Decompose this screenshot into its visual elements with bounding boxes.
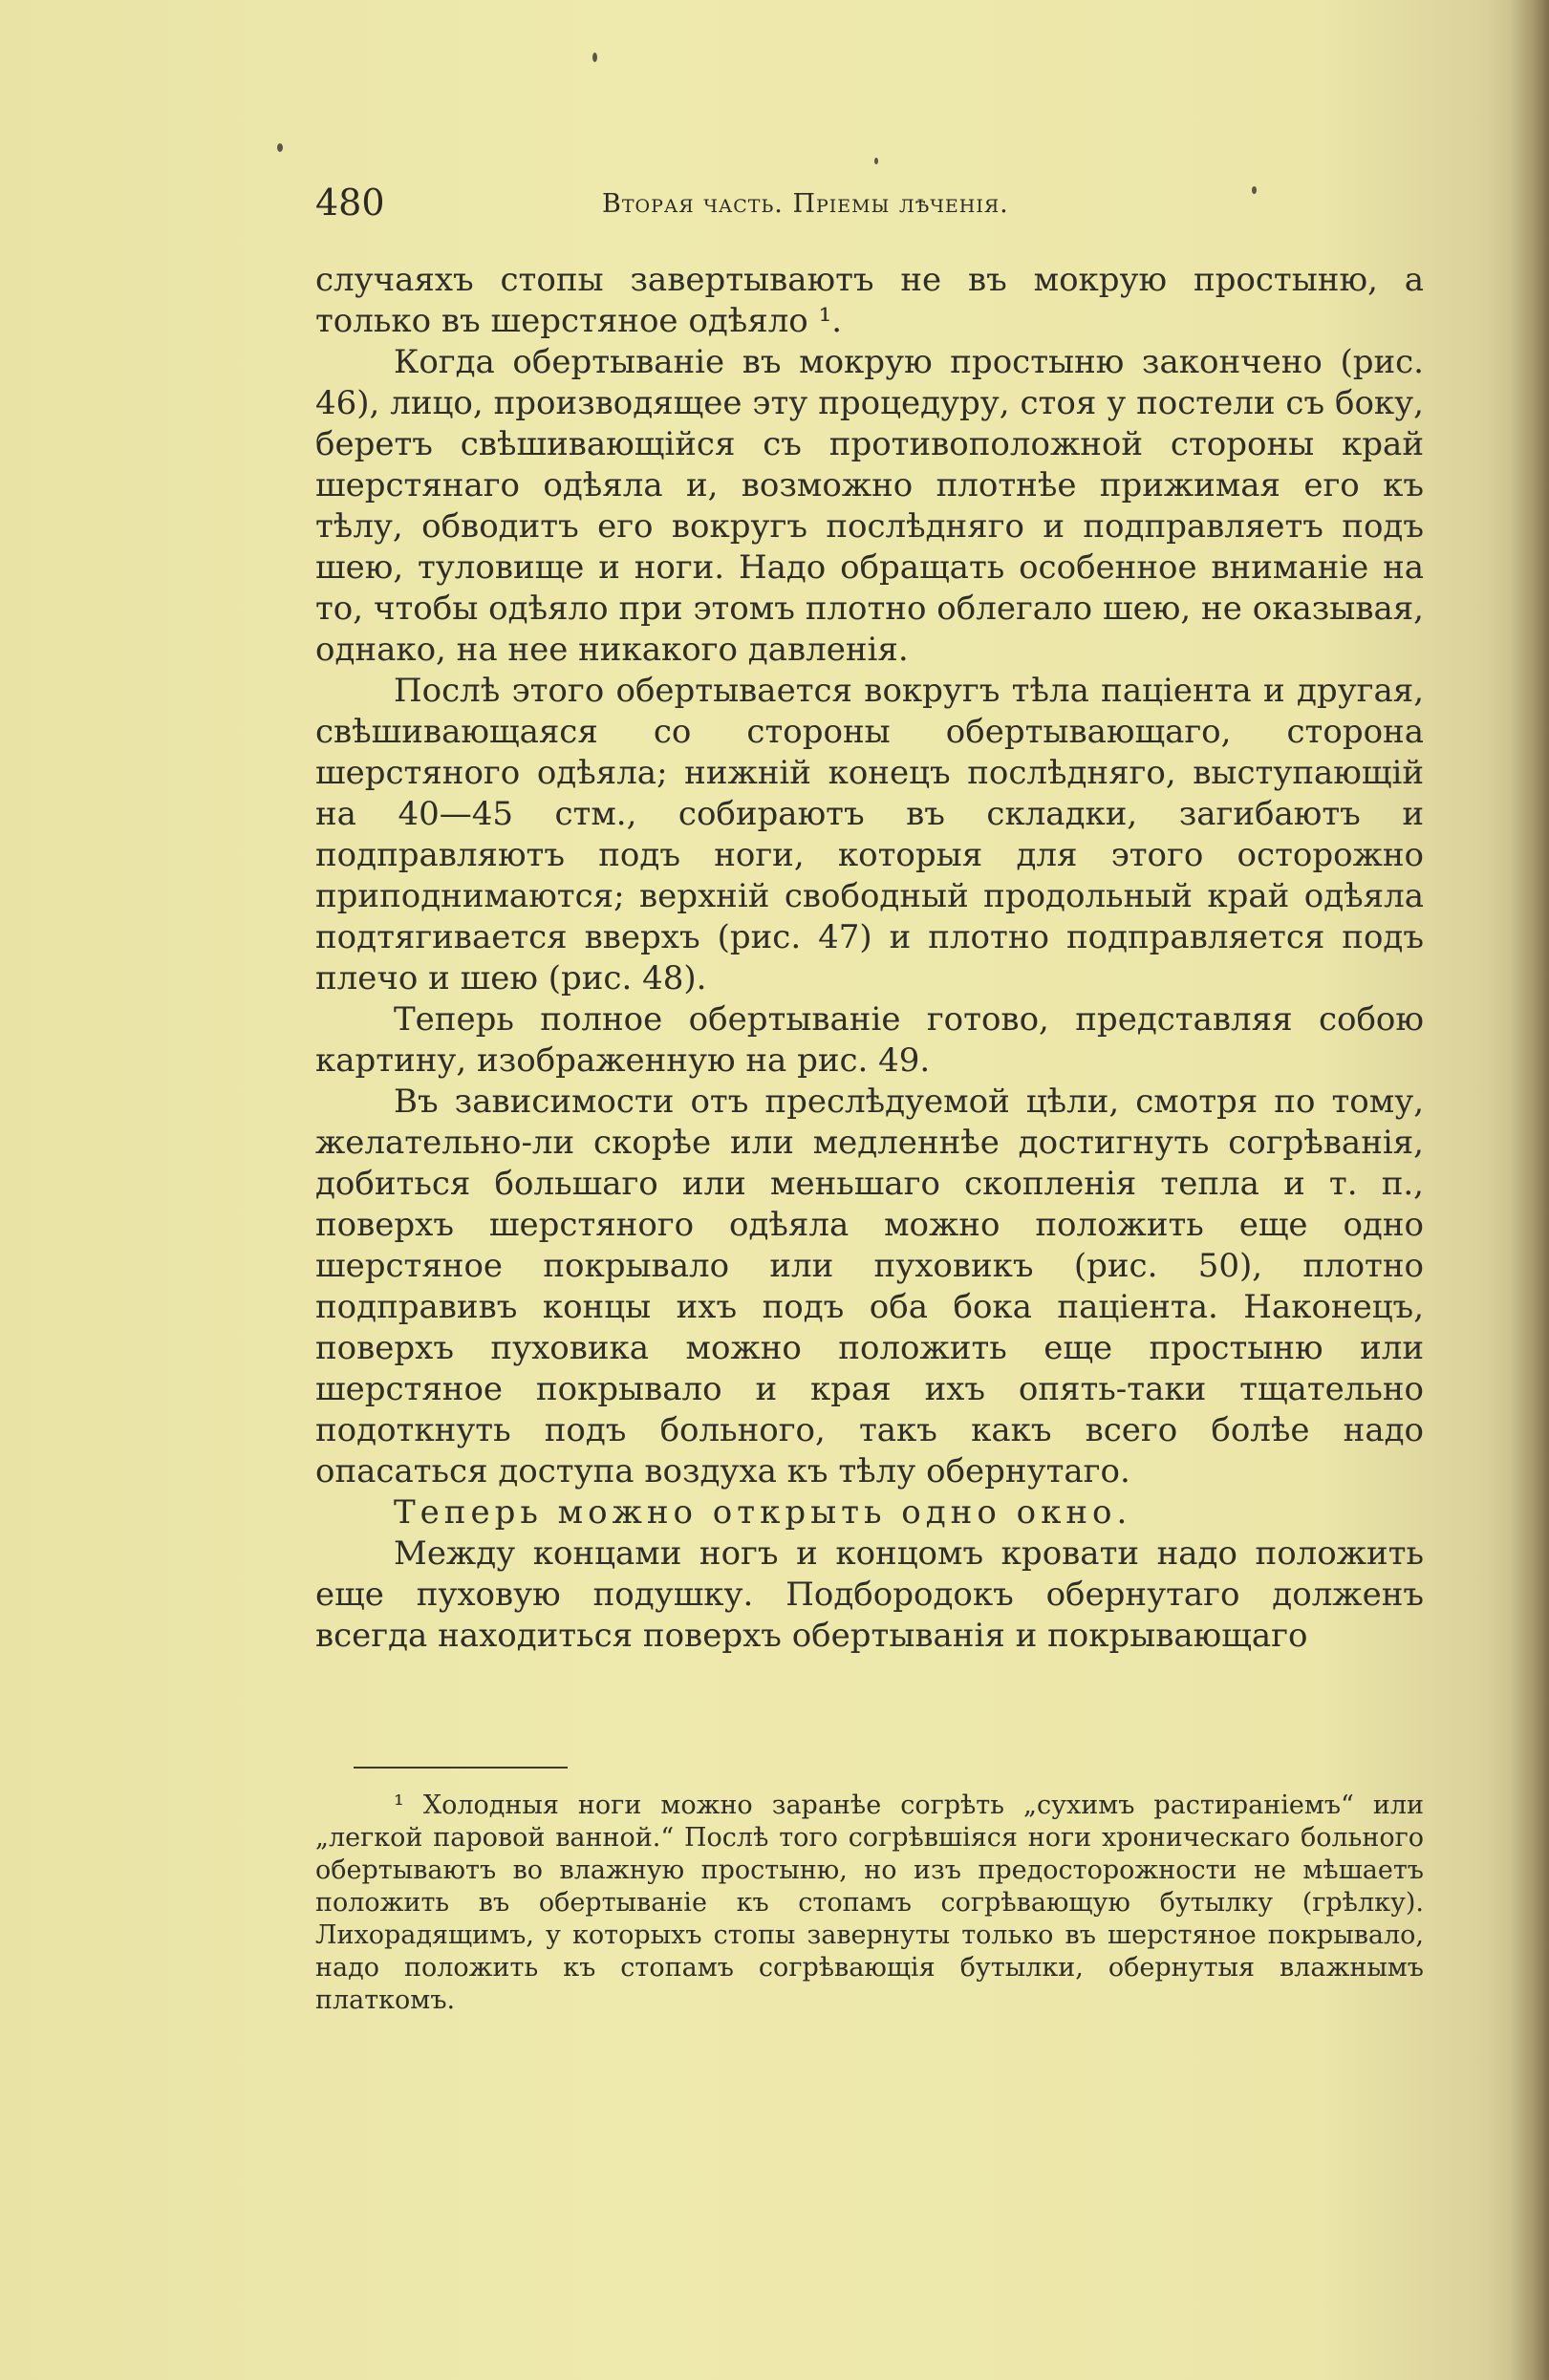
running-head: Вторая часть. Пріемы лѣченія. [602, 189, 1009, 219]
footnote: ¹ Холодныя ноги можно заранѣе согрѣть „сухимъ растираніемъ“ или „легкой паровой ванной.“ Послѣ того согрѣвшіяся ноги хроническаго больного обертываютъ во влажную простыню, но изъ предосторожности не мѣшаетъ положить въ обертываніе къ стопамъ согрѣвающую бутылку (грѣлку). Лихорадящимъ, у которыхъ стопы завернуты только въ шерстяное покрывало, надо положить къ стопамъ согрѣвающія бутылки, обернутыя влажнымъ платкомъ. [315, 1790, 1424, 2015]
page-header [315, 182, 1433, 239]
paragraph: Послѣ этого обертывается вокругъ тѣла паціента и другая, свѣшивающаяся со стороны обертывающаго, сторона шерстяного одѣяла; нижній конецъ послѣдняго, выступающій на 40—45 стм., собираютъ въ складки, загибаютъ и подправляютъ подъ ноги, которыя для этого осторожно приподнимаются; верхній свободный продольный край одѣяла подтягивается вверхъ (рис. 47) и плотно подправляется подъ плечо и шею (рис. 48). [315, 672, 1424, 997]
paragraph: случаяхъ стопы завертываютъ не въ мокрую простыню, а только въ шерстяное одѣяло ¹. [315, 261, 1424, 340]
body-text [315, 260, 1424, 1657]
ink-speck [592, 53, 597, 62]
paragraph: Когда обертываніе въ мокрую простыню закончено (рис. 46), лицо, производящее эту процедуру, стоя у постели съ боку, беретъ свѣшивающійся съ противоположной стороны край шерстянаго одѣяла и, возможно плотнѣе прижимая его къ тѣлу, обводитъ его вокругъ послѣдняго и подправляетъ подъ шею, туловище и ноги. Надо обращать особенное вниманіе на то, чтобы одѣяло при этомъ плотно облегало шею, не оказывая, однако, на нее никакого давленія. [315, 343, 1424, 669]
paragraph-spaced: Теперь можно открыть одно окно. [394, 1493, 1132, 1532]
paragraph: Въ зависимости отъ преслѣдуемой цѣли, смотря по тому, желательно-ли скорѣе или медленнѣе достигнуть согрѣванія, добиться большаго или меньшаго скопленія тепла и т. п., поверхъ шерстяного одѣяла можно положить еще одно шерстяное покрывало или пуховикъ (рис. 50), плотно подправивъ концы ихъ подъ оба бока паціента. Наконецъ, поверхъ пуховика можно положить еще простыню или шерстяное покрывало и края ихъ опять-таки тщательно подоткнуть подъ больного, такъ какъ всего болѣе надо опасаться доступа воздуха къ тѣлу обернутаго. [315, 1083, 1424, 1490]
page-edge-shadow [1511, 0, 1549, 2380]
ink-speck [874, 158, 878, 164]
paragraph: Между концами ногъ и концомъ кровати надо положить еще пуховую подушку. Подбородокъ обернутаго долженъ всегда находиться поверхъ обертыванія и покрывающаго [315, 1534, 1424, 1655]
footnote-rule [354, 1767, 568, 1769]
paragraph: Теперь полное обертываніе готово, представляя собою картину, изображенную на рис. 49. [315, 1000, 1424, 1080]
page-number: 480 [315, 182, 385, 224]
ink-speck [277, 143, 283, 152]
